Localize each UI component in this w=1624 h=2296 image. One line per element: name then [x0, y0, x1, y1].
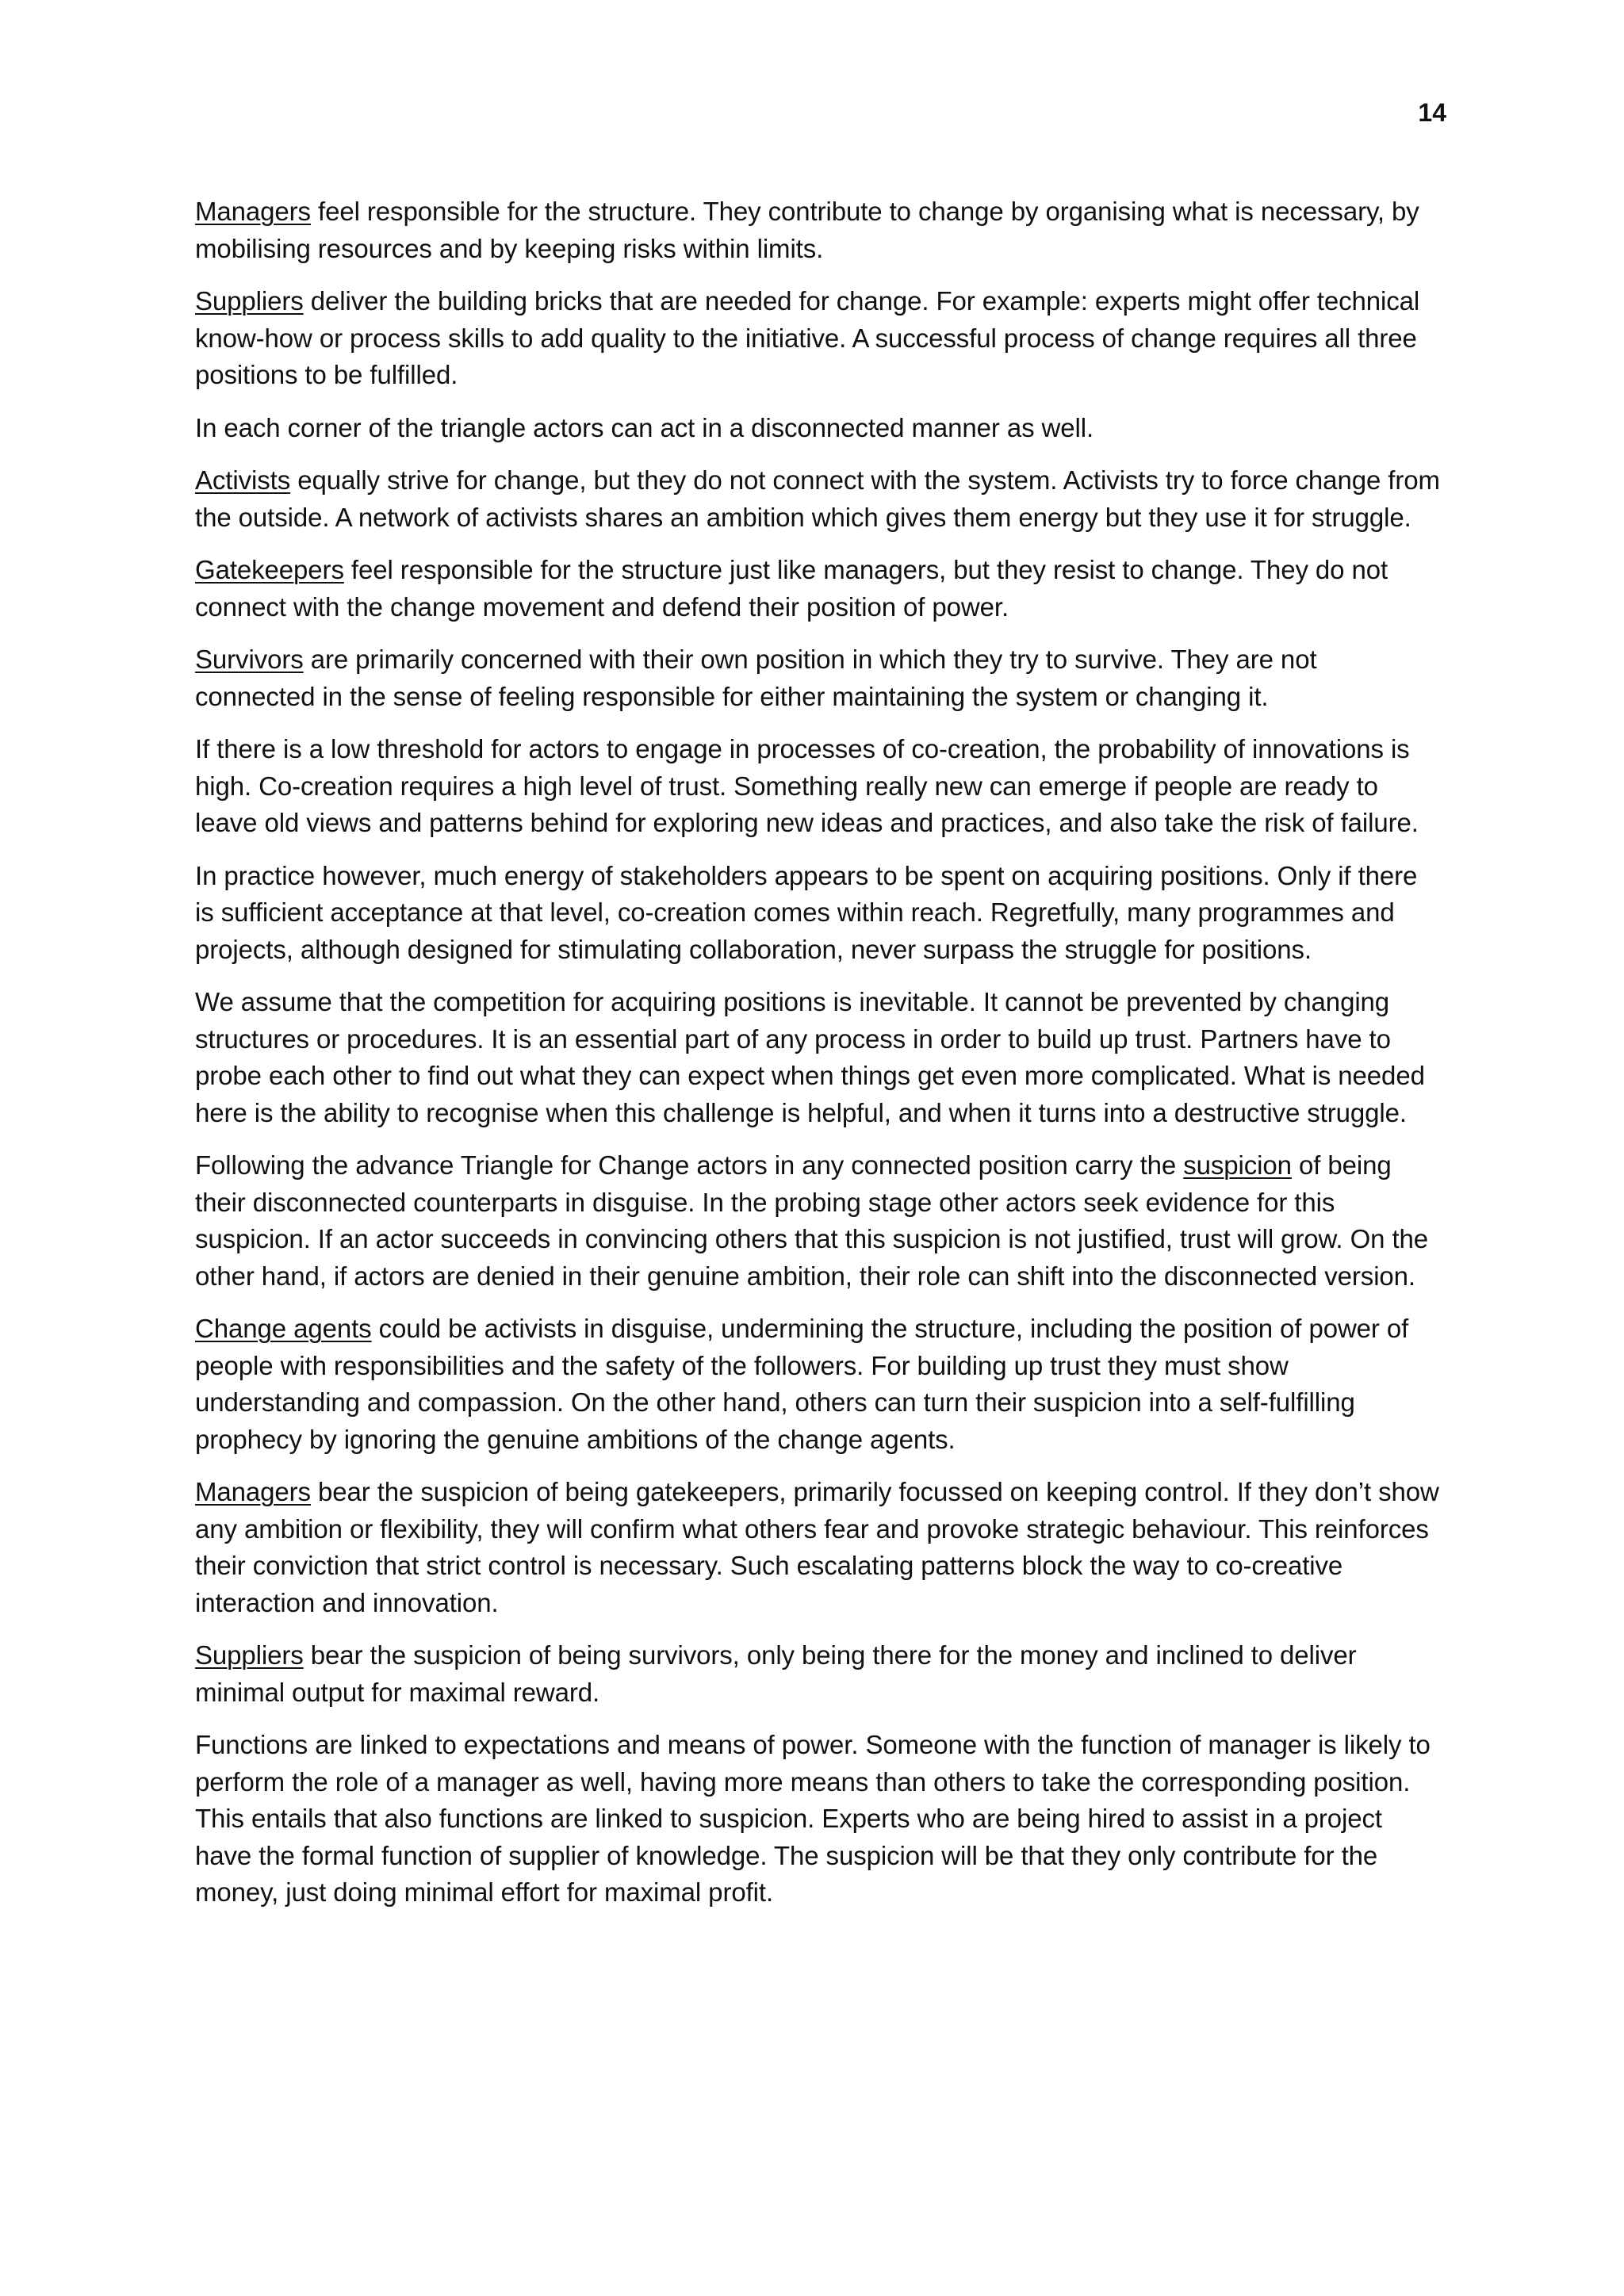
- term-suppliers: Suppliers: [195, 1640, 304, 1670]
- paragraph-practice: In practice however, much energy of stakeholders appears to be spent on acquiring positions. Only if there is sufficient acceptance at that level, co-creation comes within reach. Regretfully, many programmes and projects, although designed for stimulating collaboration, never surpass the struggle for positions.: [195, 860, 1418, 964]
- paragraph-activists: [195, 462, 1440, 536]
- term-survivors: Survivors: [195, 645, 304, 674]
- term-suppliers: Suppliers: [195, 286, 304, 316]
- paragraph-text: of being their disconnected counterparts in disguise. In the probing stage other actors seek evidence for this suspicion. If an actor succeeds in convincing others that this suspicion is not justified, trust will grow. On the other hand, if actors are denied in their genuine ambition, their role can shift into the disconnected version.: [195, 1150, 1429, 1291]
- paragraph-gatekeepers: [195, 552, 1440, 626]
- paragraph-suspicion: [195, 1147, 1440, 1295]
- term-gatekeepers: Gatekeepers: [195, 555, 344, 584]
- paragraph-managers-suspicion: [195, 1474, 1440, 1621]
- paragraph-text: Following the advance Triangle for Change actors in any connected position carry the: [195, 1150, 1184, 1180]
- paragraph-text: bear the suspicion of being gatekeepers, primarily focussed on keeping control. If they don’t show any ambition or flexibility, they will confirm what others fear and provoke strategic behaviour. This reinforces their conviction that strict control is necessary. Such escalating patterns block the way to co-creative interaction and innovation.: [195, 1477, 1439, 1617]
- paragraph-text: are primarily concerned with their own position in which they try to survive. They are not connected in the sense of feeling responsible for either maintaining the system or changing it.: [195, 645, 1317, 711]
- term-activists: Activists: [195, 465, 291, 495]
- paragraph-suppliers-suspicion: [195, 1637, 1440, 1711]
- paragraph-competition: We assume that the competition for acquiring positions is inevitable. It cannot be prevented by changing structures or procedures. It is an essential part of any process in order to build up trust. Partners have to probe each other to find out what they can expect when things get even more complicated. What is needed here is the ability to recognise when this challenge is helpful, and when it turns into a destructive struggle.: [195, 987, 1425, 1127]
- term-managers: Managers: [195, 197, 311, 226]
- paragraph-change-agents: [195, 1311, 1440, 1458]
- paragraph-co-creation: If there is a low threshold for actors to engage in processes of co-creation, the probability of innovations is high. Co-creation requires a high level of trust. Something really new can emerge if people are ready to leave old views and patterns behind for exploring new ideas and practices, and also take the risk of failure.: [195, 734, 1419, 837]
- paragraph-text: could be activists in disguise, undermining the structure, including the position of power of people with responsibilities and the safety of the followers. For building up trust they must show understanding and compassion. On the other hand, others can turn their suspicion into a self-fulfilling prophecy by ignoring the genuine ambitions of the change agents.: [195, 1314, 1409, 1454]
- paragraph-functions: Functions are linked to expectations and means of power. Someone with the function of manager is likely to perform the role of a manager as well, having more means than others to take the corresponding position. This entails that also functions are linked to suspicion. Experts who are being hired to assist in a project have the formal function of supplier of knowledge. The suspicion will be that they only contribute for the money, just doing minimal effort for maximal profit.: [195, 1730, 1431, 1907]
- paragraph-text: deliver the building bricks that are needed for change. For example: experts might offer technical know-how or process skills to add quality to the initiative. A successful process of change requires all three positions to be fulfilled.: [195, 286, 1420, 389]
- paragraph-suppliers: [195, 283, 1440, 394]
- paragraph-managers: [195, 193, 1440, 267]
- term-change-agents: Change agents: [195, 1314, 372, 1343]
- paragraph-text: feel responsible for the structure. They contribute to change by organising what is necessary, by mobilising resources and by keeping risks within limits.: [195, 197, 1419, 263]
- term-suspicion: suspicion: [1183, 1150, 1292, 1180]
- paragraph-survivors: [195, 641, 1440, 715]
- term-managers: Managers: [195, 1477, 311, 1506]
- page-number: 14: [1418, 98, 1446, 127]
- body-text: [195, 193, 1440, 1927]
- paragraph-disconnected-intro: In each corner of the triangle actors can act in a disconnected manner as well.: [195, 412, 1094, 442]
- paragraph-text: equally strive for change, but they do not connect with the system. Activists try to force change from the outside. A network of activists shares an ambition which gives them energy but they use it for struggle.: [195, 465, 1440, 532]
- paragraph-text: bear the suspicion of being survivors, only being there for the money and inclined to deliver minimal output for maximal reward.: [195, 1640, 1357, 1707]
- paragraph-text: feel responsible for the structure just like managers, but they resist to change. They do not connect with the change movement and defend their position of power.: [195, 555, 1388, 622]
